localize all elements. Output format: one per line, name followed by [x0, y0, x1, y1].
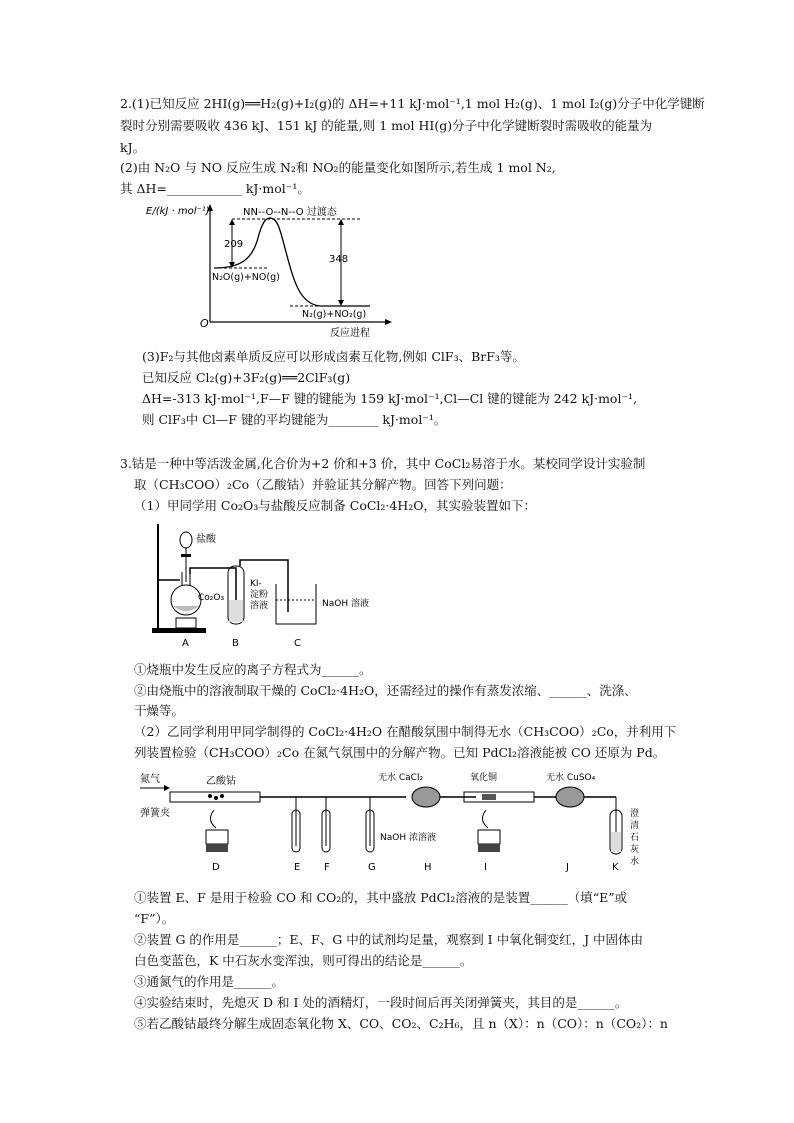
- label-d: D: [212, 862, 220, 873]
- q3-line-2: 取（CH₃COO）₂Co（乙酸钴）并验证其分解产物。回答下列问题：: [134, 477, 512, 492]
- q3-part2-line-1: （2）乙同学利用甲同学制得的 CoCl₂·4H₂O 在醋酸氛围中制得无水（CH₃COO）₂Co，并利用下: [134, 724, 677, 739]
- apparatus-2: [136, 766, 660, 884]
- ki-label-2: 淀粉: [250, 590, 269, 600]
- limewater-label-4: 灰: [630, 845, 640, 855]
- q3-line-3: （1）甲同学用 Co₂O₃与盐酸反应制备 CoCl₂·4H₂O，其实验装置如下：: [134, 498, 537, 513]
- q2-line-8: ΔH=-313 kJ·mol⁻¹,F—F 键的键能为 159 kJ·mol⁻¹,Cl—Cl 键的键能为 242 kJ·mol⁻¹,: [142, 391, 638, 406]
- label-j: J: [566, 862, 569, 873]
- barrier-value-label: 209: [224, 239, 244, 250]
- label-c: C: [294, 638, 301, 649]
- q3-item-4: ④实验结束时，先熄灭 D 和 I 处的酒精灯，一段时间后再关闭弹簧夹，其目的是______。: [134, 995, 628, 1010]
- q3-item-2: ②装置 G 的作用是______；E、F、G 中的试剂均足量，观察到 I 中氧化铜变红，J 中固体由: [134, 932, 644, 947]
- q3-line-1: 3.钴是一种中等活泼金属,化合价为+2 价和+3 价，其中 CoCl₂易溶于水。某校同学设计实验制: [120, 456, 646, 471]
- apparatus-1: [148, 520, 378, 650]
- q2-line-6: (3)F₂与其他卤素单质反应可以形成卤素互化物,例如 ClF₃、BrF₃等。: [142, 349, 525, 364]
- energy-diagram: [140, 200, 400, 340]
- ki-label-1: KI-: [250, 579, 262, 589]
- q3-sub-2b: 干燥等。: [134, 703, 185, 718]
- label-f: F: [324, 862, 330, 873]
- label-g: G: [368, 862, 376, 873]
- limewater-label-3: 石: [630, 833, 640, 843]
- q2-line-5: 其 ΔH=____________ kJ·mol⁻¹。: [120, 181, 310, 196]
- q3-item-1: ①装置 E、F 是用于检验 CO 和 CO₂的，其中盛放 PdCl₂溶液的是装置______（填“E”或: [134, 890, 628, 905]
- cacl2-label: 无水 CaCl₂: [378, 773, 424, 783]
- label-a: A: [182, 638, 189, 649]
- q2-line-3: kJ。: [120, 140, 146, 155]
- q2-line-4: (2)由 N₂O 与 NO 反应生成 N₂和 NO₂的能量变化如图所示,若生成 1 mol N₂,: [120, 160, 556, 175]
- n2-label: 氮气: [140, 774, 160, 785]
- naoh-conc-label: NaOH 浓溶液: [380, 833, 436, 843]
- limewater-label-1: 澄: [630, 809, 640, 819]
- label-h: H: [424, 862, 432, 873]
- origin-label: O: [200, 317, 209, 330]
- co2o3-label: Co₂O₃: [198, 593, 225, 603]
- label-k: K: [612, 862, 619, 873]
- q2-line-7: 已知反应 Cl₂(g)+3F₂(g)══2ClF₃(g): [142, 370, 351, 385]
- progress-axis-label: 反应进程: [330, 328, 370, 339]
- q3-item-2b: 白色变蓝色，K 中石灰水变浑浊，则可得出的结论是______。: [134, 953, 473, 968]
- q3-sub-2: ②由烧瓶中的溶液制取干燥的 CoCl₂·4H₂O，还需经过的操作有蒸发浓缩、______、洗涤、: [134, 683, 637, 698]
- limewater-label-2: 清: [630, 821, 640, 831]
- drop-value-label: 348: [329, 254, 349, 265]
- cobalt-acetate-label: 乙酸钴: [206, 776, 236, 787]
- reactant-label: N₂O(g)+NO(g): [212, 272, 280, 283]
- hcl-label: 盐酸: [196, 534, 216, 545]
- q3-sub-1: ①烧瓶中发生反应的离子方程式为______。: [134, 662, 372, 677]
- q2-line-9: 则 ClF₃中 Cl—F 键的平均键能为________ kJ·mol⁻¹。: [142, 412, 447, 427]
- label-i: I: [484, 862, 487, 873]
- q2-line-2: 裂时分别需要吸收 436 kJ、151 kJ 的能量,则 1 mol HI(g)分子中化学键断裂时需吸收的能量为: [120, 118, 653, 133]
- naoh-label: NaOH 溶液: [322, 599, 369, 609]
- label-b: B: [232, 638, 239, 649]
- cuo-label: 氧化铜: [470, 773, 498, 783]
- energy-axis-label: E/(kJ · mol⁻¹): [146, 206, 210, 217]
- q3-item-5: ⑤若乙酸钴最终分解生成固态氧化物 X、CO、CO₂、C₂H₆，且 n（X）：n（CO）：n（CO₂）：n: [134, 1016, 668, 1031]
- q3-part2-line-2: 列装置检验（CH₃COO）₂Co 在氮气氛围中的分解产物。已知 PdCl₂溶液能被 CO 还原为 Pd。: [134, 745, 666, 760]
- limewater-label-5: 水: [630, 857, 640, 867]
- cuso4-label: 无水 CuSO₄: [546, 773, 596, 783]
- ki-label-3: 溶液: [250, 601, 269, 611]
- product-label: N₂(g)+NO₂(g): [302, 309, 367, 320]
- q3-item-3: ③通氮气的作用是______。: [134, 974, 285, 989]
- transition-state-label: NN--O--N--O 过渡态: [243, 207, 337, 218]
- clip-label: 弹簧夹: [140, 808, 170, 819]
- q3-item-1b: “F”）。: [134, 911, 175, 926]
- label-e: E: [294, 862, 301, 873]
- q2-line-1: 2.(1)已知反应 2HI(g)══H₂(g)+I₂(g)的 ΔH=+11 kJ·mol⁻¹,1 mol H₂(g)、1 mol I₂(g)分子中化学键断: [120, 96, 705, 111]
